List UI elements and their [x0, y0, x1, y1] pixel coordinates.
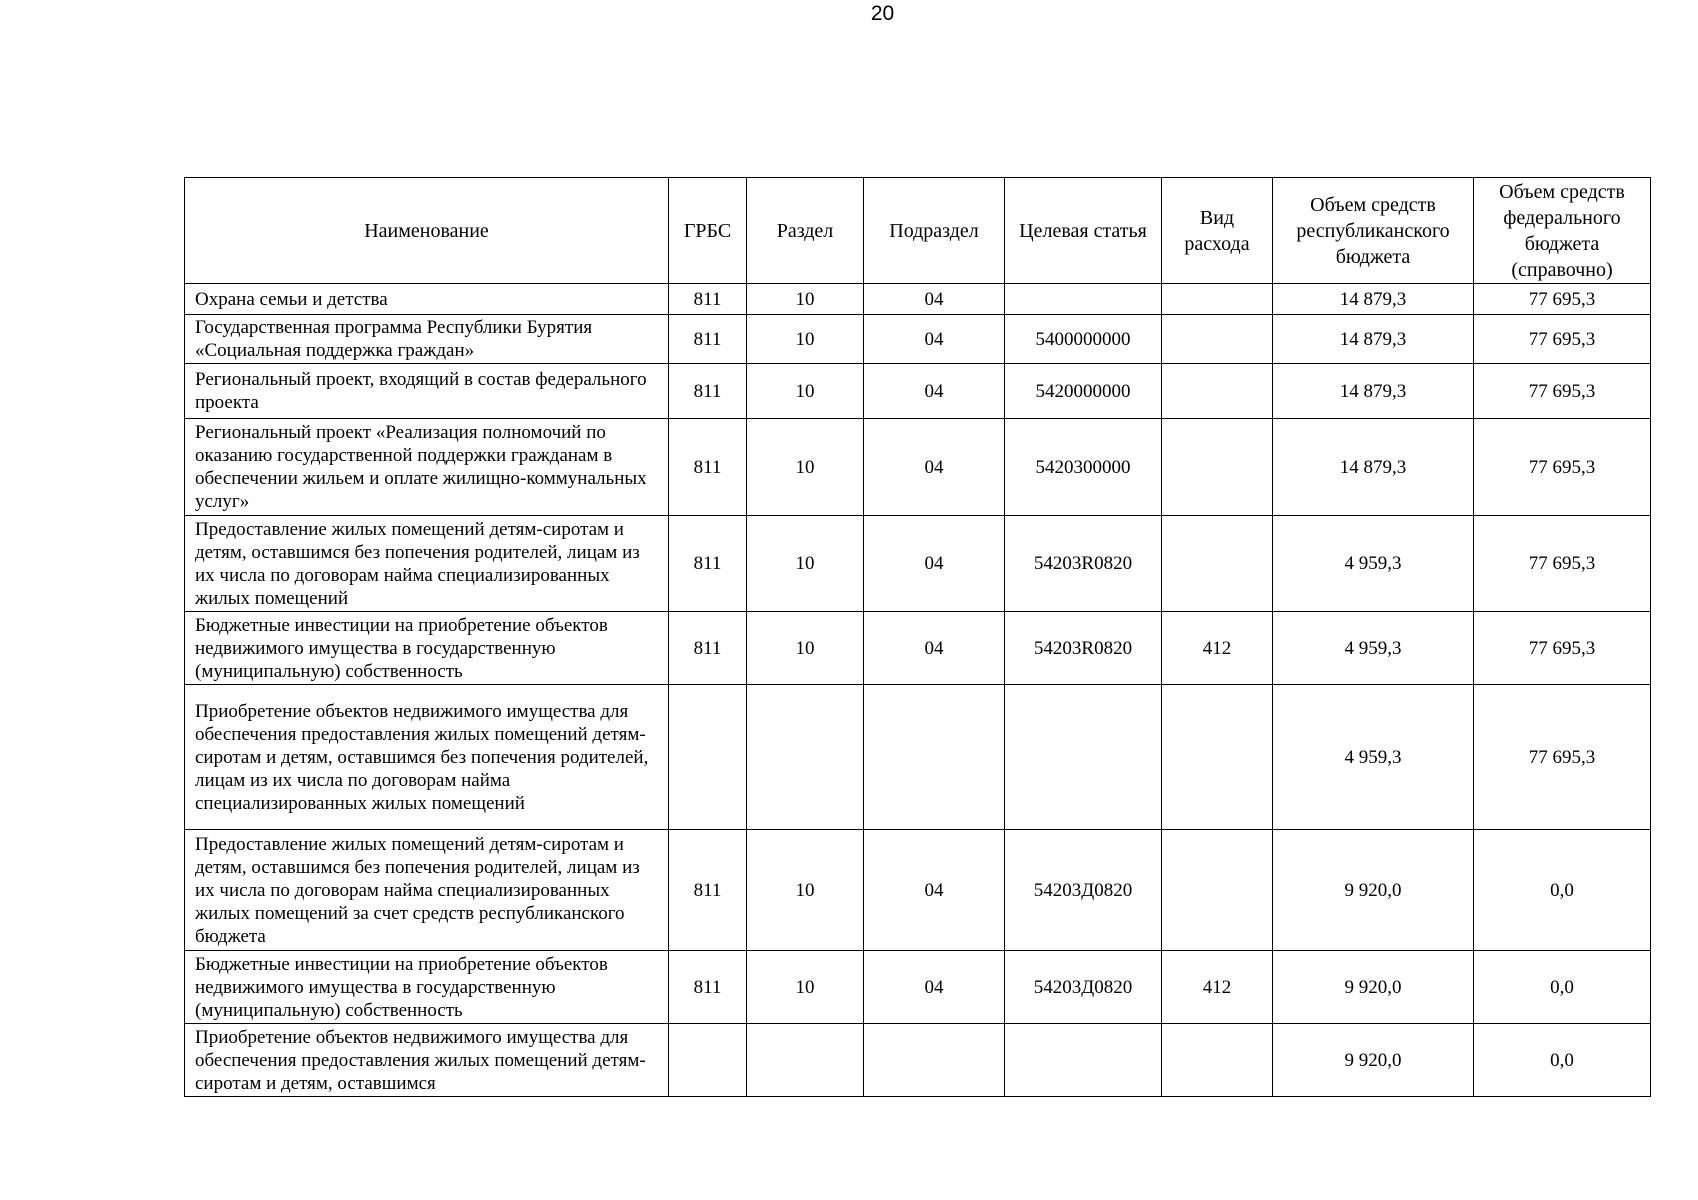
cell-podrazdel: 04: [864, 284, 1005, 315]
cell-grbs: 811: [669, 516, 747, 612]
cell-resp-budget: 14 879,3: [1273, 364, 1474, 419]
cell-grbs: 811: [669, 951, 747, 1024]
cell-resp-budget: 9 920,0: [1273, 1024, 1474, 1097]
cell-fed-budget: 77 695,3: [1474, 364, 1651, 419]
cell-grbs: 811: [669, 284, 747, 315]
cell-name: Приобретение объектов недвижимого имущества для обеспечения предоставления жилых помещений детям-сиротам и детям, оставшимся без попечения родителей, лицам из их числа по договорам найма специализированных жилых помещений: [185, 685, 669, 830]
cell-celevaya-statya: [1005, 1024, 1162, 1097]
cell-fed-budget: 0,0: [1474, 951, 1651, 1024]
cell-celevaya-statya: [1005, 685, 1162, 830]
page-number: 20: [870, 2, 895, 25]
cell-vid-raskhoda: [1162, 830, 1273, 951]
table-row: [185, 685, 1651, 830]
cell-name: Бюджетные инвестиции на приобретение объектов недвижимого имущества в государственную (муниципальную) собственность: [185, 612, 669, 685]
table-row: [185, 830, 1651, 951]
table-row: [185, 612, 1651, 685]
cell-name: Предоставление жилых помещений детям-сиротам и детям, оставшимся без попечения родителей, лицам из их числа по договорам найма специализированных жилых помещений за счет средств республиканского бюджета: [185, 830, 669, 951]
table-row: [185, 951, 1651, 1024]
cell-celevaya-statya: 5420300000: [1005, 419, 1162, 516]
cell-resp-budget: 4 959,3: [1273, 516, 1474, 612]
cell-podrazdel: [864, 685, 1005, 830]
budget-table: [184, 177, 1651, 1097]
table-row: [185, 284, 1651, 315]
cell-grbs: 811: [669, 830, 747, 951]
cell-fed-budget: 77 695,3: [1474, 516, 1651, 612]
cell-razdel: 10: [747, 612, 864, 685]
cell-resp-budget: 9 920,0: [1273, 830, 1474, 951]
cell-podrazdel: 04: [864, 612, 1005, 685]
table-row: [185, 315, 1651, 364]
cell-vid-raskhoda: [1162, 1024, 1273, 1097]
cell-podrazdel: 04: [864, 516, 1005, 612]
header-podrazdel: Подраздел: [864, 178, 1005, 284]
cell-vid-raskhoda: [1162, 685, 1273, 830]
cell-vid-raskhoda: [1162, 364, 1273, 419]
cell-celevaya-statya: 54203Д0820: [1005, 951, 1162, 1024]
header-resp-budget: Объем средств республиканского бюджета: [1273, 178, 1474, 284]
cell-podrazdel: 04: [864, 951, 1005, 1024]
cell-podrazdel: 04: [864, 830, 1005, 951]
cell-grbs: 811: [669, 419, 747, 516]
cell-celevaya-statya: 54203R0820: [1005, 516, 1162, 612]
cell-celevaya-statya: 5420000000: [1005, 364, 1162, 419]
cell-razdel: [747, 685, 864, 830]
cell-grbs: [669, 685, 747, 830]
cell-fed-budget: 0,0: [1474, 830, 1651, 951]
header-fed-budget: Объем средств федерального бюджета (справочно): [1474, 178, 1651, 284]
header-razdel: Раздел: [747, 178, 864, 284]
cell-razdel: 10: [747, 830, 864, 951]
cell-grbs: 811: [669, 364, 747, 419]
cell-razdel: 10: [747, 516, 864, 612]
cell-vid-raskhoda: [1162, 419, 1273, 516]
cell-fed-budget: 77 695,3: [1474, 315, 1651, 364]
cell-name: Региональный проект «Реализация полномочий по оказанию государственной поддержки гражданам в обеспечении жильем и оплате жилищно-коммунальных услуг»: [185, 419, 669, 516]
header-name: Наименование: [185, 178, 669, 284]
table-row: [185, 1024, 1651, 1097]
cell-grbs: [669, 1024, 747, 1097]
cell-razdel: 10: [747, 315, 864, 364]
cell-name: Охрана семьи и детства: [185, 284, 669, 315]
cell-name: Предоставление жилых помещений детям-сиротам и детям, оставшимся без попечения родителей, лицам из их числа по договорам найма специализированных жилых помещений: [185, 516, 669, 612]
cell-name: Приобретение объектов недвижимого имущества для обеспечения предоставления жилых помещений детям-сиротам и детям, оставшимся: [185, 1024, 669, 1097]
header-grbs: ГРБС: [669, 178, 747, 284]
header-celevaya-statya: Целевая статья: [1005, 178, 1162, 284]
cell-grbs: 811: [669, 315, 747, 364]
table-row: [185, 419, 1651, 516]
cell-razdel: 10: [747, 951, 864, 1024]
cell-celevaya-statya: [1005, 284, 1162, 315]
cell-podrazdel: 04: [864, 364, 1005, 419]
cell-name: Государственная программа Республики Бурятия «Социальная поддержка граждан»: [185, 315, 669, 364]
cell-razdel: 10: [747, 364, 864, 419]
cell-resp-budget: 14 879,3: [1273, 284, 1474, 315]
cell-celevaya-statya: 5400000000: [1005, 315, 1162, 364]
cell-vid-raskhoda: [1162, 315, 1273, 364]
cell-fed-budget: 77 695,3: [1474, 685, 1651, 830]
cell-fed-budget: 0,0: [1474, 1024, 1651, 1097]
cell-vid-raskhoda: [1162, 284, 1273, 315]
cell-vid-raskhoda: 412: [1162, 612, 1273, 685]
cell-celevaya-statya: 54203Д0820: [1005, 830, 1162, 951]
table-row: [185, 516, 1651, 612]
cell-name: Бюджетные инвестиции на приобретение объектов недвижимого имущества в государственную (муниципальную) собственность: [185, 951, 669, 1024]
cell-podrazdel: 04: [864, 315, 1005, 364]
cell-celevaya-statya: 54203R0820: [1005, 612, 1162, 685]
header-vid-raskhoda: Вид расхода: [1162, 178, 1273, 284]
cell-fed-budget: 77 695,3: [1474, 612, 1651, 685]
cell-resp-budget: 14 879,3: [1273, 315, 1474, 364]
cell-podrazdel: [864, 1024, 1005, 1097]
cell-name: Региональный проект, входящий в состав федерального проекта: [185, 364, 669, 419]
cell-vid-raskhoda: [1162, 516, 1273, 612]
cell-grbs: 811: [669, 612, 747, 685]
cell-vid-raskhoda: 412: [1162, 951, 1273, 1024]
cell-razdel: 10: [747, 419, 864, 516]
cell-resp-budget: 4 959,3: [1273, 685, 1474, 830]
table-row: [185, 364, 1651, 419]
cell-fed-budget: 77 695,3: [1474, 419, 1651, 516]
cell-razdel: [747, 1024, 864, 1097]
cell-podrazdel: 04: [864, 419, 1005, 516]
cell-razdel: 10: [747, 284, 864, 315]
cell-resp-budget: 4 959,3: [1273, 612, 1474, 685]
cell-fed-budget: 77 695,3: [1474, 284, 1651, 315]
cell-resp-budget: 9 920,0: [1273, 951, 1474, 1024]
table-header-row: [185, 178, 1651, 284]
cell-resp-budget: 14 879,3: [1273, 419, 1474, 516]
